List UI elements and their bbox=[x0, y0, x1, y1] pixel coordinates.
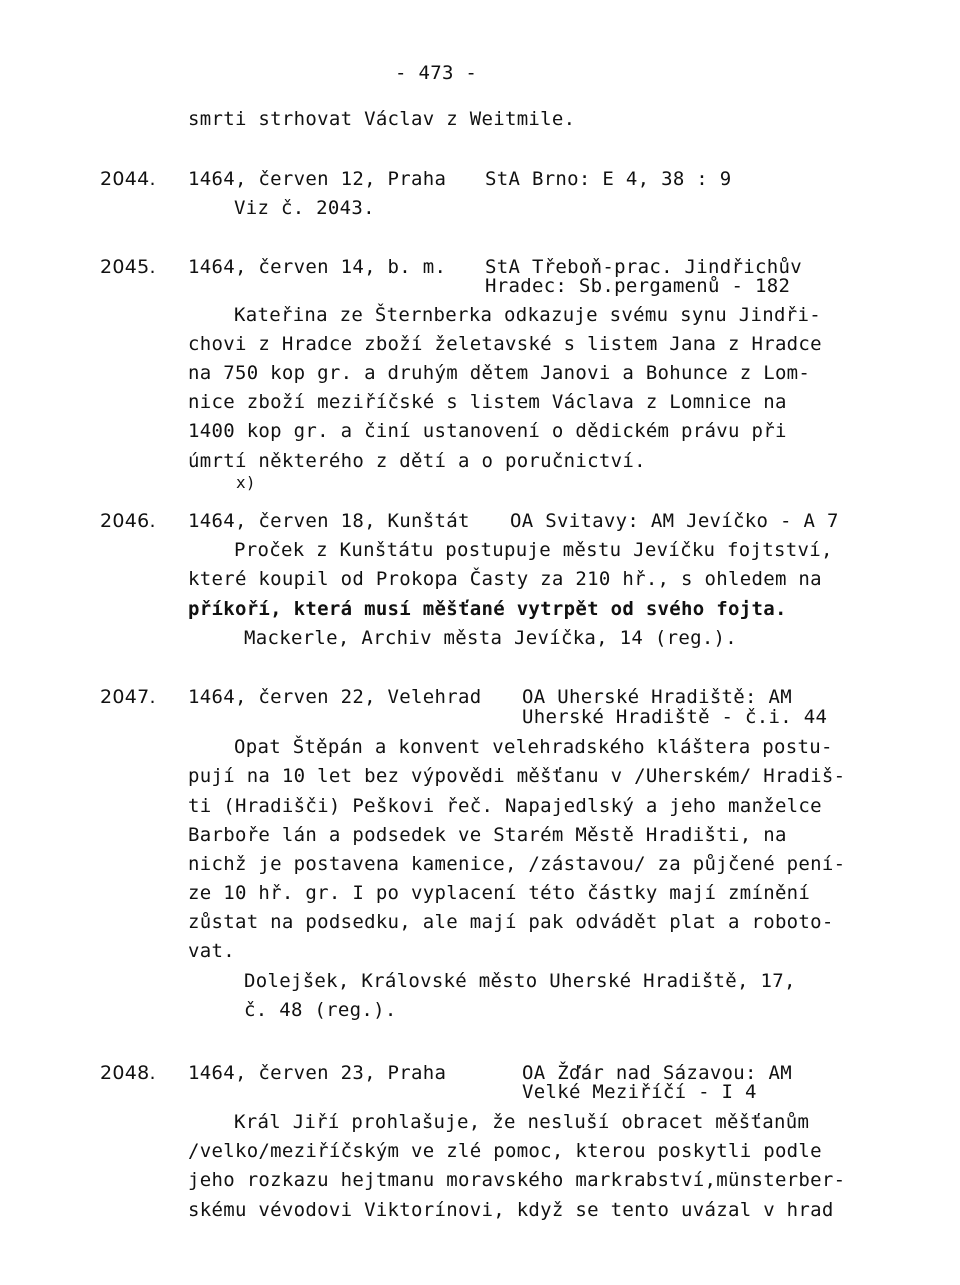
entry-body-line: jeho rozkazu hejtmanu moravského markrabství,münsterber- bbox=[188, 1169, 846, 1191]
entry-body-line: pují na 10 let bez výpovědi měšťanu v /Uherském/ Hradiš- bbox=[188, 765, 846, 787]
entry-body-line: které koupil od Prokopa Časty za 210 hř., s ohledem na bbox=[188, 568, 822, 590]
entry-body-line: nice zboží meziříčské s listem Václava z Lomnice na bbox=[188, 391, 787, 413]
entry-number: 2046. bbox=[100, 510, 156, 532]
entry-body-line: příkoří, která musí měšťané vytrpět od svého fojta. bbox=[188, 598, 787, 620]
entry-body-line: Král Jiří prohlašuje, že nesluší obracet měšťanům bbox=[234, 1111, 810, 1133]
entry-number: 2045. bbox=[100, 256, 156, 278]
entry-body-line: vat. bbox=[188, 940, 235, 962]
entry-archive: OA Uherské Hradiště: AM bbox=[522, 686, 792, 708]
entry-body-line: chovi z Hradce zboží želetavské s listem Jana z Hradce bbox=[188, 333, 822, 355]
entry-date: 1464, červen 23, Praha bbox=[188, 1062, 447, 1084]
entry-archive: OA Svitavy: AM Jevíčko - A 7 bbox=[510, 510, 839, 532]
entry-date: 1464, červen 14, b. m. bbox=[188, 256, 447, 278]
entry-body-line: na 750 kop gr. a druhým dětem Janovi a Bohunce z Lom- bbox=[188, 362, 811, 384]
entry-date: 1464, červen 12, Praha bbox=[188, 168, 447, 190]
entry-body-line: skému vévodovi Viktorínovi, když se tento uvázal v hrad bbox=[188, 1199, 834, 1221]
entry-date: 1464, červen 18, Kunštát bbox=[188, 510, 470, 532]
entry-body-line: 1400 kop gr. a činí ustanovení o dědickém právu při bbox=[188, 420, 787, 442]
entry-body-line: ti (Hradišči) Peškovi řeč. Napajedlský a jeho manželce bbox=[188, 795, 822, 817]
entry-body-line: nichž je postavena kamenice, /zástavou/ za půjčené pení- bbox=[188, 853, 846, 875]
entry-number: 2044. bbox=[100, 168, 156, 190]
entry-archive: Velké Meziříčí - I 4 bbox=[522, 1081, 757, 1103]
entry-body-line: úmrtí některého z dětí a o poručnictví. bbox=[188, 450, 646, 472]
entry-body-line: Viz č. 2043. bbox=[234, 197, 375, 219]
entry-reference: Dolejšek, Královské město Uherské Hradiště, 17, bbox=[244, 970, 796, 992]
entry-body-line: Kateřina ze Šternberka odkazuje svému synu Jindři- bbox=[234, 304, 821, 326]
entry-archive: OA Žďár nad Sázavou: AM bbox=[522, 1062, 792, 1084]
entry-archive: StA Brno: E 4, 38 : 9 bbox=[485, 168, 732, 190]
intro-line: smrti strhovat Václav z Weitmile. bbox=[188, 108, 576, 130]
entry-archive: Uherské Hradiště - č.i. 44 bbox=[522, 706, 828, 728]
entry-body-line: ze 10 hř. gr. I po vyplacení této částky mají zmínění bbox=[188, 882, 811, 904]
entry-archive: Hradec: Sb.pergamenů - 182 bbox=[485, 275, 791, 297]
entry-body-line: Opat Štěpán a konvent velehradského kláštera postu- bbox=[234, 736, 833, 758]
entry-reference: č. 48 (reg.). bbox=[244, 999, 397, 1021]
entry-body-line: Barboře lán a podsedek ve Starém Městě Hradišti, na bbox=[188, 824, 787, 846]
entry-number: 2047. bbox=[100, 686, 156, 708]
footnote-mark: x) bbox=[236, 473, 256, 492]
entry-body-line: zůstat na podsedku, ale mají pak odvádět plat a roboto- bbox=[188, 911, 834, 933]
entry-archive: StA Třeboň-prac. Jindřichův bbox=[485, 256, 802, 278]
entry-date: 1464, červen 22, Velehrad bbox=[188, 686, 482, 708]
entry-reference: Mackerle, Archiv města Jevíčka, 14 (reg.). bbox=[244, 627, 738, 649]
entry-body-line: /velko/meziříčským ve zlé pomoc, kterou poskytli podle bbox=[188, 1140, 822, 1162]
entry-number: 2048. bbox=[100, 1062, 156, 1084]
page-number: - 473 - bbox=[395, 62, 478, 84]
entry-body-line: Proček z Kunštátu postupuje městu Jevíčku fojtství, bbox=[234, 539, 833, 561]
